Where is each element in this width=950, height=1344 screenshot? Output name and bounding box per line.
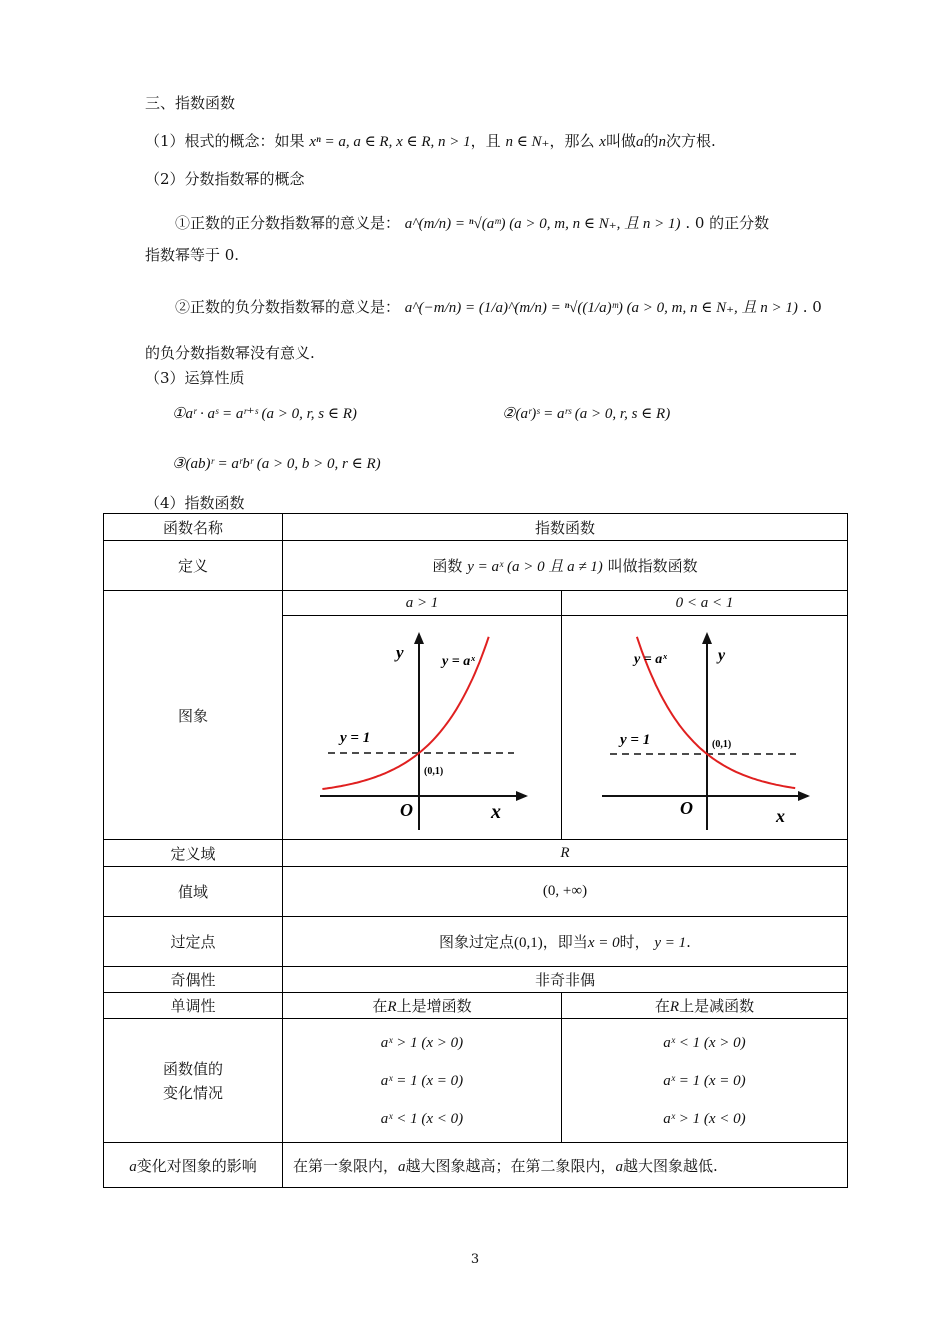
fixed-label: 过定点 — [104, 917, 283, 967]
row-graph-cases — [104, 591, 848, 616]
item1-tail3: 的 — [643, 132, 659, 150]
range-label: 值域 — [104, 867, 283, 917]
y-axis-arrow — [414, 632, 424, 644]
func-label: y = aˣ — [442, 653, 475, 669]
item1-n: n — [658, 134, 666, 150]
y1-label: y = 1 — [619, 731, 650, 748]
parity-label: 奇偶性 — [104, 967, 283, 993]
point-label: (0,1) — [424, 765, 444, 777]
h-name: 函数名称 — [104, 514, 283, 541]
change-label-2: 变化情况 — [162, 1083, 223, 1102]
item2a — [175, 212, 769, 233]
item1-formula: xⁿ = a, a ∈ R, x ∈ R, n > 1 — [309, 134, 471, 150]
mono1-pre: 在 — [372, 997, 388, 1015]
graph-decreasing — [564, 618, 846, 838]
change1-row: aˣ = 1 (x = 0) — [380, 1072, 464, 1089]
item2b-label: ②正数的负分数指数幂的意义是： — [175, 298, 401, 316]
item2a-tail: . 0 的正分数 — [685, 214, 770, 232]
item1-tail: ，那么 — [549, 132, 595, 150]
row-range — [104, 867, 848, 917]
def-post: 叫做指数函数 — [607, 557, 698, 575]
item2b-tail: . 0 — [802, 298, 822, 316]
item1-tail2: 叫做 — [605, 132, 636, 150]
fixed-mid: ，即当 — [542, 933, 588, 951]
prop-2: ②(aʳ)ˢ = aʳˢ (a > 0, r, s ∈ R) — [502, 406, 671, 422]
effect-a2: a — [398, 1158, 406, 1175]
mono-decreasing — [562, 993, 848, 1019]
change-increasing — [283, 1019, 562, 1143]
effect-2: 越大图象越高；在第二象限内， — [405, 1156, 616, 1175]
row-domain — [104, 840, 848, 867]
func-label: y = aˣ — [633, 651, 667, 667]
effect-a: a — [129, 1158, 137, 1175]
mono1-post: 上是增函数 — [396, 997, 472, 1015]
fixed-point: (0,1) — [514, 935, 543, 951]
item1-tail4: 次方根. — [665, 132, 716, 150]
effect-label-text: 变化对图象的影响 — [136, 1156, 257, 1175]
item2-label: （2）分数指数幂的概念 — [145, 170, 305, 188]
row-monotonic — [104, 993, 848, 1019]
x-axis-arrow — [516, 791, 528, 801]
change1-row: aˣ < 1 (x < 0) — [380, 1110, 464, 1127]
domain-value: R — [283, 840, 848, 867]
y-axis-label: y — [396, 642, 404, 662]
change2-row: aˣ > 1 (x < 0) — [663, 1110, 746, 1127]
range-value: (0, +∞) — [283, 867, 848, 917]
row-fixed-point — [104, 917, 848, 967]
effect-label — [104, 1143, 283, 1188]
fixed-value — [283, 917, 848, 967]
fixed-mid2: 时， — [619, 933, 650, 951]
y-axis-label: y — [717, 646, 725, 664]
def-formula: y = aˣ (a > 0 且 a ≠ 1) — [467, 559, 603, 575]
domain-label: 定义域 — [104, 840, 283, 867]
parity-value: 非奇非偶 — [283, 967, 848, 993]
item2a-label: ①正数的正分数指数幂的意义是： — [175, 214, 401, 232]
origin-label: O — [400, 799, 413, 820]
def-pre: 函数 — [432, 557, 463, 575]
row-header — [104, 514, 848, 541]
fixed-end: . — [686, 933, 691, 951]
fixed-pre: 图象过定点 — [439, 933, 515, 951]
item2b-formula: a^(−m/n) = (1/a)^(m/n) = ⁿ√((1/a)ᵐ) (a > 0, m, n ∈ N₊, 且 n > 1) — [404, 300, 798, 316]
row-definition — [104, 541, 848, 591]
row-value-change — [104, 1019, 848, 1143]
x-axis-label: x — [491, 800, 501, 823]
exp-function-table — [103, 513, 848, 1188]
graph-decreasing-cell — [562, 616, 848, 840]
prop-3: ③(ab)ʳ = aʳbʳ (a > 0, b > 0, r ∈ R) — [172, 456, 381, 472]
origin-label: O — [679, 797, 693, 818]
fixed-res: y = 1 — [654, 935, 687, 951]
item2a-formula: a^(m/n) = ⁿ√(aᵐ) (a > 0, m, n ∈ N₊, 且 n > 1) — [404, 216, 681, 232]
change1-row: aˣ > 1 (x > 0) — [380, 1034, 464, 1051]
h-value: 指数函数 — [283, 514, 848, 541]
graph-label: 图象 — [104, 591, 283, 840]
effect-3: 越大图象越低. — [623, 1156, 718, 1175]
item4-label: （4）指数函数 — [145, 494, 245, 512]
def-value — [283, 541, 848, 591]
effect-1: 在第一象限内， — [293, 1156, 399, 1175]
y-axis-arrow — [702, 632, 712, 644]
fixed-cond: x = 0 — [587, 935, 620, 951]
def-label: 定义 — [104, 541, 283, 591]
mono2-R: R — [669, 999, 680, 1015]
change-label-1: 函数值的 — [162, 1059, 223, 1078]
item2b — [175, 296, 822, 317]
y1-label: y = 1 — [340, 729, 371, 746]
graph-increasing — [284, 618, 560, 838]
point-label: (0,1) — [711, 738, 731, 750]
item1-a: a — [635, 134, 644, 150]
change2-row: aˣ < 1 (x > 0) — [663, 1034, 746, 1051]
case-a-lt-1: 0 < a < 1 — [562, 591, 848, 616]
x-axis-arrow — [798, 791, 810, 801]
prop-1: ①aʳ · aˢ = aʳ⁺ˢ (a > 0, r, s ∈ R) — [172, 406, 357, 422]
row-parity — [104, 967, 848, 993]
item2b-line2: 的负分数指数幂没有意义. — [145, 344, 315, 362]
change-label — [104, 1019, 283, 1143]
graph-increasing-cell — [283, 616, 562, 840]
item1-cond: n ∈ N₊ — [505, 134, 550, 150]
mono-label: 单调性 — [104, 993, 283, 1019]
item1-mid: ，且 — [470, 132, 501, 150]
change-decreasing — [562, 1019, 848, 1143]
item1-label: （1）根式的概念：如果 — [145, 132, 305, 150]
row-effect — [104, 1143, 848, 1188]
item2a-line2: 指数幂等于 0. — [145, 246, 240, 264]
mono2-pre: 在 — [654, 997, 670, 1015]
item1-x: x — [599, 134, 606, 150]
mono2-post: 上是减函数 — [679, 997, 755, 1015]
mono1-R: R — [387, 999, 397, 1015]
mono-increasing — [283, 993, 562, 1019]
x-axis-label: x — [775, 805, 785, 826]
case-a-gt-1: a > 1 — [283, 591, 562, 616]
change2-row: aˣ = 1 (x = 0) — [663, 1072, 746, 1089]
item3-label: （3）运算性质 — [145, 369, 245, 387]
effect-value — [283, 1143, 848, 1188]
section-title: 三、指数函数 — [145, 94, 236, 112]
effect-a3: a — [615, 1158, 624, 1175]
page-number: 3 — [470, 1252, 480, 1267]
item1 — [145, 130, 716, 151]
